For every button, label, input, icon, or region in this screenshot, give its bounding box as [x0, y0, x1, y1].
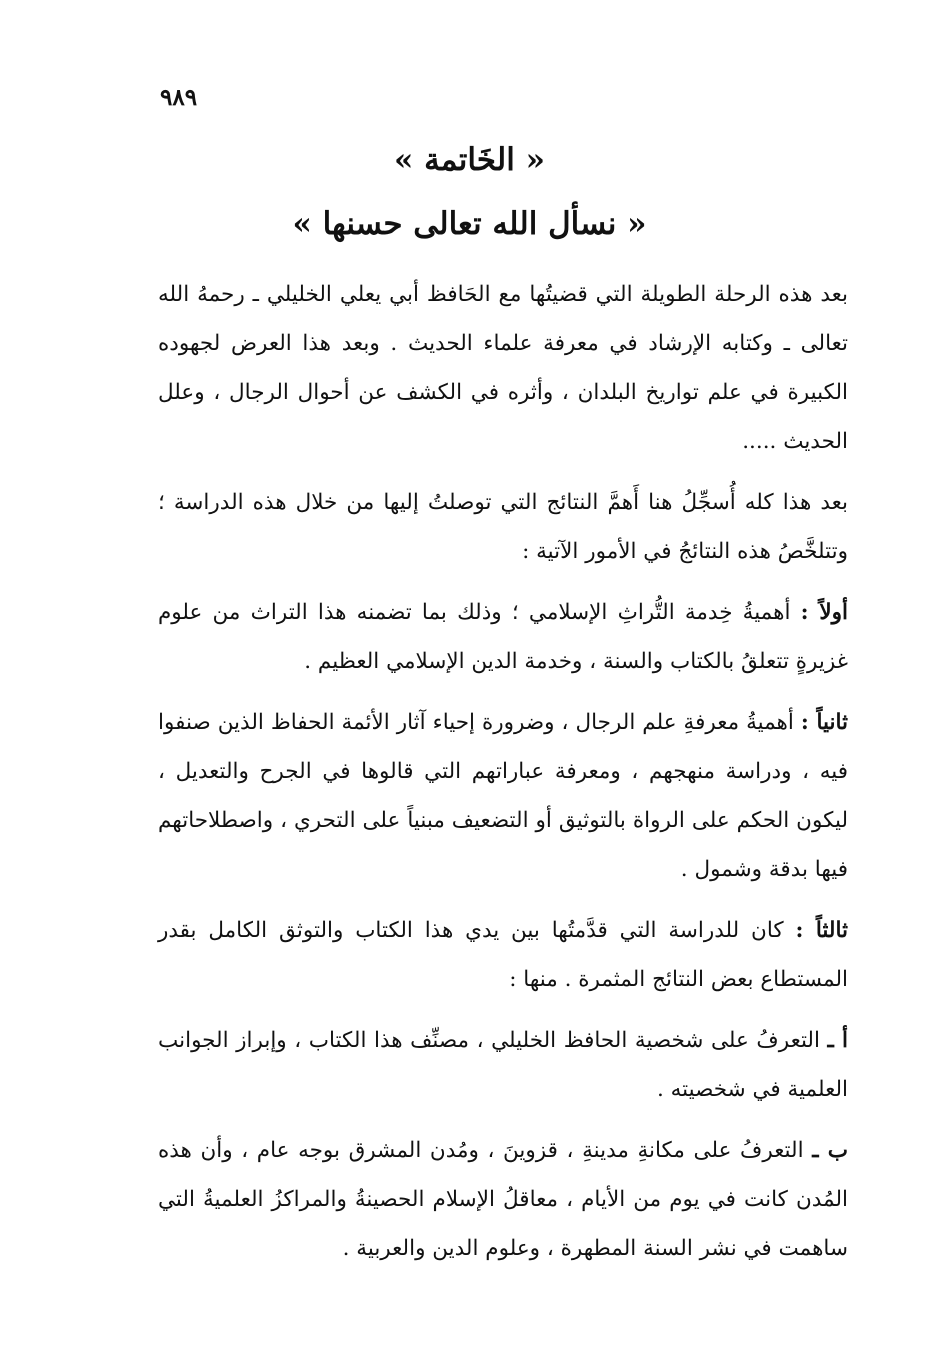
paragraph-third — [158, 906, 848, 1004]
paragraph-text: التعرفُ على شخصية الحافظ الخليلي ، مصنِّف هذا الكتاب ، وإبراز الجوانب العلمية في شخصيته . — [158, 1028, 848, 1102]
paragraph-text: أهميةُ خِدمة التُّراثِ الإسلامي ؛ وذلك بما تضمنه هذا التراث من علوم غزيرةٍ تتعلقُ بالكتاب والسنة ، وخدمة الدين الإسلامي العظيم . — [158, 600, 848, 674]
paragraph-item-b — [158, 1126, 848, 1273]
chapter-subtitle: « نسأل الله تعالى حسنها » — [292, 206, 647, 242]
paragraph-results-intro — [158, 478, 848, 576]
paragraph-text: كان للدراسة التي قدَّمتُها بين يدي هذا الكتاب والتوثق الكامل بقدر المستطاع بعض النتائج المثمرة . منها : — [158, 918, 848, 992]
chapter-title: « الخَاتمة » — [393, 142, 546, 178]
paragraph-lead: أولاً : — [800, 600, 848, 625]
paragraph-lead: ثالثاً : — [795, 918, 848, 943]
paragraph-lead: ب ـ — [812, 1138, 848, 1163]
body-text — [158, 270, 848, 1285]
paragraph-item-a — [158, 1016, 848, 1114]
paragraph-text: بعد هذا كله أُسجِّلُ هنا أَهمَّ النتائج التي توصلتُ إليها من خلال هذه الدراسة ؛ وتتلخَّصُ هذه النتائجُ في الأمور الآتية : — [158, 490, 848, 564]
paragraph-text: أهميةُ معرفةِ علم الرجال ، وضرورة إحياء آثار الأئمة الحفاظ الذين صنفوا فيه ، ودراسة منهجهم ، ومعرفة عباراتهم التي قالوها في الجرح والتعديل ، ليكون الحكم على الرواة بالتوثيق أو التضعيف مبنياً على التحري ، واصطلاحاتهم فيها بدقة وشمول . — [158, 710, 848, 882]
page-number: ٩٨٩ — [160, 84, 198, 111]
paragraph-first — [158, 588, 848, 686]
paragraph-text: التعرفُ على مكانةِ مدينةِ ، قزوينَ ، ومُدن المشرق بوجه عام ، وأن هذه المُدن كانت في يوم من الأيام ، معاقلُ الإسلام الحصينةُ والمراكزُ العلميةُ التي ساهمت في نشر السنة المطهرة ، وعلوم الدين والعربية . — [158, 1138, 848, 1261]
paragraph-intro — [158, 270, 848, 466]
paragraph-second — [158, 698, 848, 894]
paragraph-text: بعد هذه الرحلة الطويلة التي قضيتُها مع الحَافظ أبي يعلي الخليلي ـ رحمهُ الله تعالى ـ وكتابه الإرشاد في معرفة علماء الحديث . وبعد هذا العرض لجهوده الكبيرة في علم تواريخ البلدان ، وأثره في الكشف عن أحوال الرجال ، وعلل الحديث ..... — [158, 282, 848, 454]
paragraph-lead: أ ـ — [827, 1028, 848, 1053]
paragraph-lead: ثانياً : — [800, 710, 848, 735]
